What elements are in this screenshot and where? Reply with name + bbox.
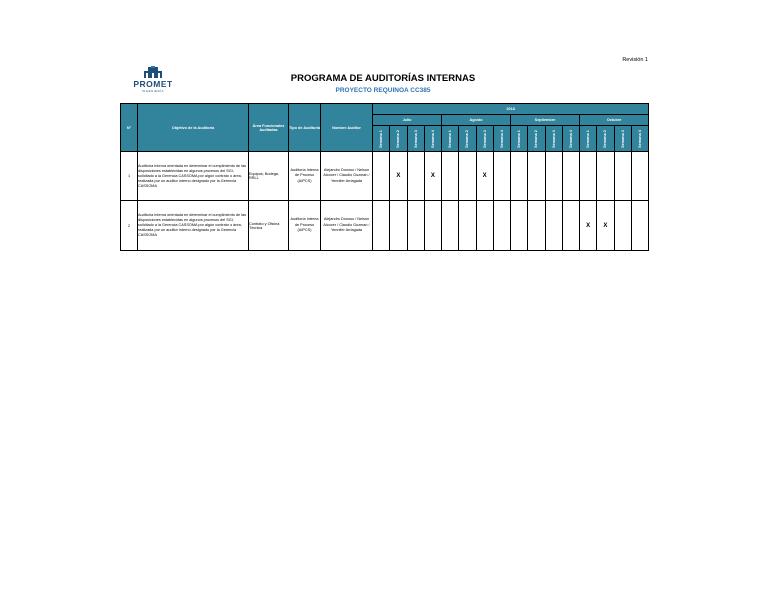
revision-label: Revisión 1 <box>622 57 648 63</box>
week-cell <box>597 152 614 201</box>
week-cell <box>442 152 459 201</box>
week-cell <box>407 201 424 251</box>
header-week: Semana 2 <box>528 126 545 152</box>
table-row <box>121 152 649 201</box>
week-cell <box>511 152 528 201</box>
header-week: Semana 2 <box>390 126 407 152</box>
week-cell <box>424 201 441 251</box>
page-title: PROGRAMA DE AUDITORÍAS INTERNAS <box>290 73 476 84</box>
week-cell <box>390 201 407 251</box>
company-logo <box>126 66 180 94</box>
week-cell <box>407 152 424 201</box>
header-week: Semana 1 <box>580 126 597 152</box>
header-type: Tipo de Auditoria <box>289 104 321 152</box>
week-cell <box>631 152 648 201</box>
header-week: Semana 3 <box>407 126 424 152</box>
week-cell <box>493 201 510 251</box>
week-cell <box>373 201 390 251</box>
week-cell <box>580 152 597 201</box>
week-cell: X <box>424 152 441 201</box>
row-objective: Auditoría Interna orientada en determinar el cumplimiento de las disposiciones establecidas en algunos procesos del SGI, solicitado a la Gerencia CASSOMA por algún contrato o área, realizada por un auditor interno designado por la Gerencia CASSOMA <box>138 152 249 201</box>
week-cell <box>511 201 528 251</box>
row-objective: Auditoría Interna orientada en determinar el cumplimiento de las disposiciones establecidas en algunos procesos del SGI, solicitado a la Gerencia CASSOMA por algún contrato o área, realizada por un auditor interno designado por la Gerencia CASSOMA <box>138 201 249 251</box>
week-cell <box>528 152 545 201</box>
row-type: Auditoría Interna de Proceso (AIPCS) <box>289 201 321 251</box>
week-cell <box>459 152 476 201</box>
row-areas: Equipos, Bodega, RRLL <box>249 152 289 201</box>
header-month: Julio <box>373 115 442 126</box>
header-week: Semana 2 <box>459 126 476 152</box>
header-week: Semana 2 <box>597 126 614 152</box>
page-subtitle: PROYECTO REQUINOA CC385 <box>335 87 431 94</box>
week-cell <box>614 201 631 251</box>
week-cell <box>476 201 493 251</box>
header-week: Semana 1 <box>373 126 390 152</box>
header-month: Agosto <box>442 115 511 126</box>
header-areas: Área Funcionales Auditadas <box>249 104 289 152</box>
week-cell: X <box>476 152 493 201</box>
header-number: N° <box>121 104 138 152</box>
header-week: Semana 4 <box>424 126 441 152</box>
week-cell: X <box>390 152 407 201</box>
header-month: Octubre <box>580 115 649 126</box>
audit-program-table <box>120 103 649 251</box>
week-cell <box>493 152 510 201</box>
week-cell <box>528 201 545 251</box>
week-cell <box>373 152 390 201</box>
header-week: Semana 1 <box>442 126 459 152</box>
week-cell: X <box>580 201 597 251</box>
table-row <box>121 201 649 251</box>
header-week: Semana 4 <box>493 126 510 152</box>
logo-text: PROMET <box>133 79 173 89</box>
week-cell <box>614 152 631 201</box>
header-objective: Objetivo de la Auditoría <box>138 104 249 152</box>
row-number: 1 <box>121 152 138 201</box>
row-areas: Contrato y Oficina Técnica <box>249 201 289 251</box>
week-cell <box>545 152 562 201</box>
header-week: Semana 3 <box>476 126 493 152</box>
header-auditor: Nombre Auditor <box>321 104 373 152</box>
header-year: 2018 <box>373 104 649 115</box>
row-auditor: Alejandro Donoso / Nelson Alcocer / Claudio Guzman / Yennifer Arriagada <box>321 201 373 251</box>
week-cell <box>631 201 648 251</box>
row-auditor: Alejandro Donoso / Nelson Alcocer / Claudio Guzman / Yennifer Arriagada <box>321 152 373 201</box>
logo-subtext: INGENIERÍA <box>141 89 165 93</box>
week-cell: X <box>597 201 614 251</box>
week-cell <box>545 201 562 251</box>
week-cell <box>459 201 476 251</box>
week-cell <box>562 152 579 201</box>
header-week: Semana 3 <box>614 126 631 152</box>
header-week: Semana 3 <box>545 126 562 152</box>
row-type: Auditoría Interna de Proceso (AIPCS) <box>289 152 321 201</box>
header-week: Semana 4 <box>631 126 648 152</box>
week-cell <box>562 201 579 251</box>
week-cell <box>442 201 459 251</box>
row-number: 2 <box>121 201 138 251</box>
header-week: Semana 1 <box>511 126 528 152</box>
logo-building-icon <box>142 66 164 78</box>
header-month: Septiembre <box>511 115 580 126</box>
header-week: Semana 4 <box>562 126 579 152</box>
